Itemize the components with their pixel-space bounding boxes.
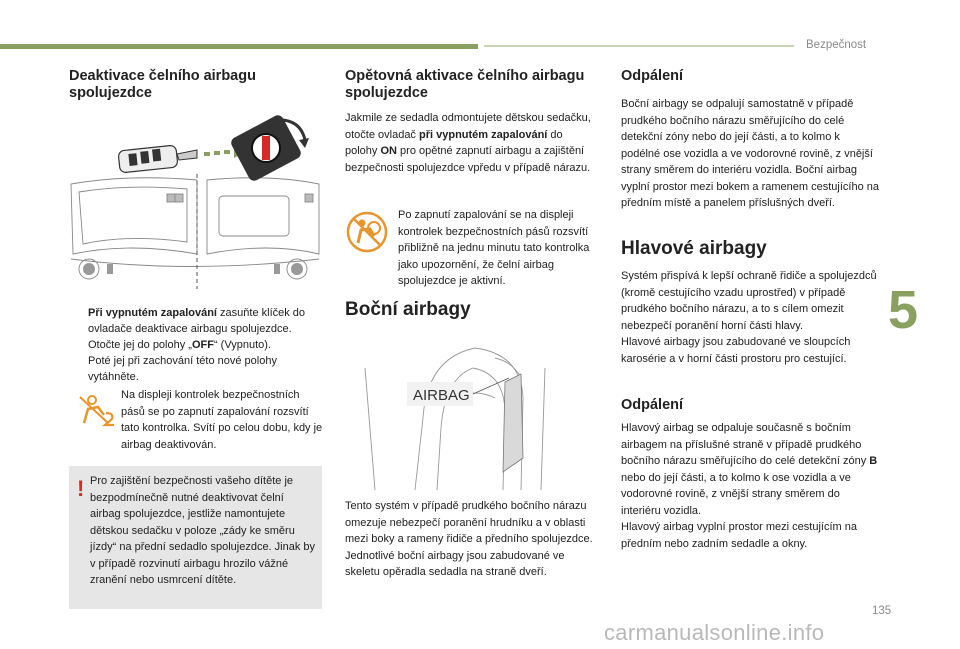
reactivation-heading: Opětovná aktivace čelního airbagu spolujezdce — [345, 68, 585, 101]
seat-airbag-illustration — [345, 338, 589, 490]
column-1 — [69, 68, 329, 102]
deploy-heading-2: Odpálení — [621, 397, 684, 413]
danger-text: Pro zajištění bezpečnosti vašeho dítěte je bezpodmínečně nutné deaktivovat čelní airbag spolujezdce, jestliže namontujete dětskou sedačku v poloze „zády ke směru jízdy“ na přední sedadlo spolujezdce. Jinak by v případě rozvinutí airbagu hrozilo vážné zranění nebo usmrcení dítěte. — [90, 475, 316, 586]
side-deploy-text: Boční airbagy se odpalují samostatně v případě prudkého bočního nárazu směřujícího do celé detekční zóny nebo do její části, a to kolmo k podélné ose vozidla a ve vodorovné rovině, z vnější strany směrem do interiéru vozidla. Boční airbag vyplní prostor mezi bokem a ramenem cestujícího na předním místě a panelem příslušných dveří. — [621, 98, 880, 209]
side-airbags-heading: Boční airbagy — [345, 299, 471, 320]
danger-box — [69, 466, 322, 609]
key-drawing — [118, 145, 197, 173]
step-1: Při vypnutém zapalování zasuňte klíček do ovladače deaktivace airbagu spolujezdce. — [88, 307, 306, 335]
bottom-icons — [83, 263, 303, 275]
dashboard-drawing — [71, 178, 319, 279]
header-accent-line — [484, 45, 794, 47]
exclamation-icon: ! — [77, 476, 85, 501]
reactivation-note: Po zapnutí zapalování se na displeji kontrolek bezpečnostních pásů rozsvítí přibližně na jednu minutu tato kontrolka jako upozornění, že čelní airbag spolujezdce je aktivní. — [398, 209, 590, 287]
chapter-number: 5 — [888, 280, 919, 340]
deploy-heading-1: Odpálení — [621, 68, 684, 84]
switch-drawing — [229, 114, 309, 183]
side-airbags-text: Tento systém v případě prudkého bočního nárazu omezuje nebezpečí poranění hrudníku a v oblasti mezi boky a rameny řidiče a předního spolujezdce. Jednotlivé boční airbagy jsou zabudované ve skeletu opěradla sedadla na straně dveří. — [345, 500, 593, 578]
step-3: Poté jej při zachování této nové polohy vytáhněte. — [88, 355, 277, 383]
step-2: Otočte jej do polohy „OFF“ (Vypnuto). — [88, 339, 272, 351]
curtain-airbags-text: Systém přispívá k lepší ochraně řidiče a spolujezdců (kromě cestujícího vzadu uprostřed) v případě prudkého bočního nárazu, a to s cílem omezit nebezpečí poranění horní části hlavy. Hlavové airbagy jsou zabudované ve sloupcích karosérie a v horní části prostoru pro cestující. — [621, 270, 877, 365]
header-accent-bar — [0, 44, 478, 49]
airbag-on-indicator-icon — [346, 211, 388, 253]
airbag-switch-illustration — [69, 114, 322, 289]
watermark: carmanualsonline.info — [604, 620, 825, 645]
deactivation-heading: Deaktivace čelního airbagu spolujezdce — [69, 68, 256, 101]
page-number: 135 — [872, 605, 892, 617]
airbag-off-indicator-icon — [78, 393, 118, 427]
curtain-airbags-heading: Hlavové airbagy — [621, 238, 767, 259]
reactivation-text: Jakmile ze sedadla odmontujete dětskou sedačku, otočte ovladač při vypnutém zapalování do polohy ON pro opětné zapnutí airbagu a zajištění bezpečnosti spolujezdce vpředu v případě nárazu. — [345, 112, 591, 174]
deactivation-steps — [69, 305, 329, 385]
label-box — [407, 378, 509, 406]
section-title: Bezpečnost — [806, 39, 867, 51]
airbag-zone — [503, 374, 523, 472]
airbag-label: AIRBAG — [413, 387, 470, 404]
column-2 — [345, 68, 595, 102]
curtain-deploy-text: Hlavový airbag se odpaluje současně s bočním airbagem na příslušné straně v případě prudkého bočního nárazu směřujícího do celé detekční zóny B nebo do její části, a to kolmo k ose vozidla a ve vodorovné rovině, z vnější strany směrem do interiéru vozidla. Hlavový airbag vyplní prostor mezi cestujícím na předním nebo zadním sedadle a okny. — [621, 422, 878, 550]
indicator-note: Na displeji kontrolek bezpečnostních pásů se po zapnutí zapalování rozsvítí tato kontrolka. Svítí po celou dobu, kdy je airbag deaktivován. — [121, 389, 323, 451]
